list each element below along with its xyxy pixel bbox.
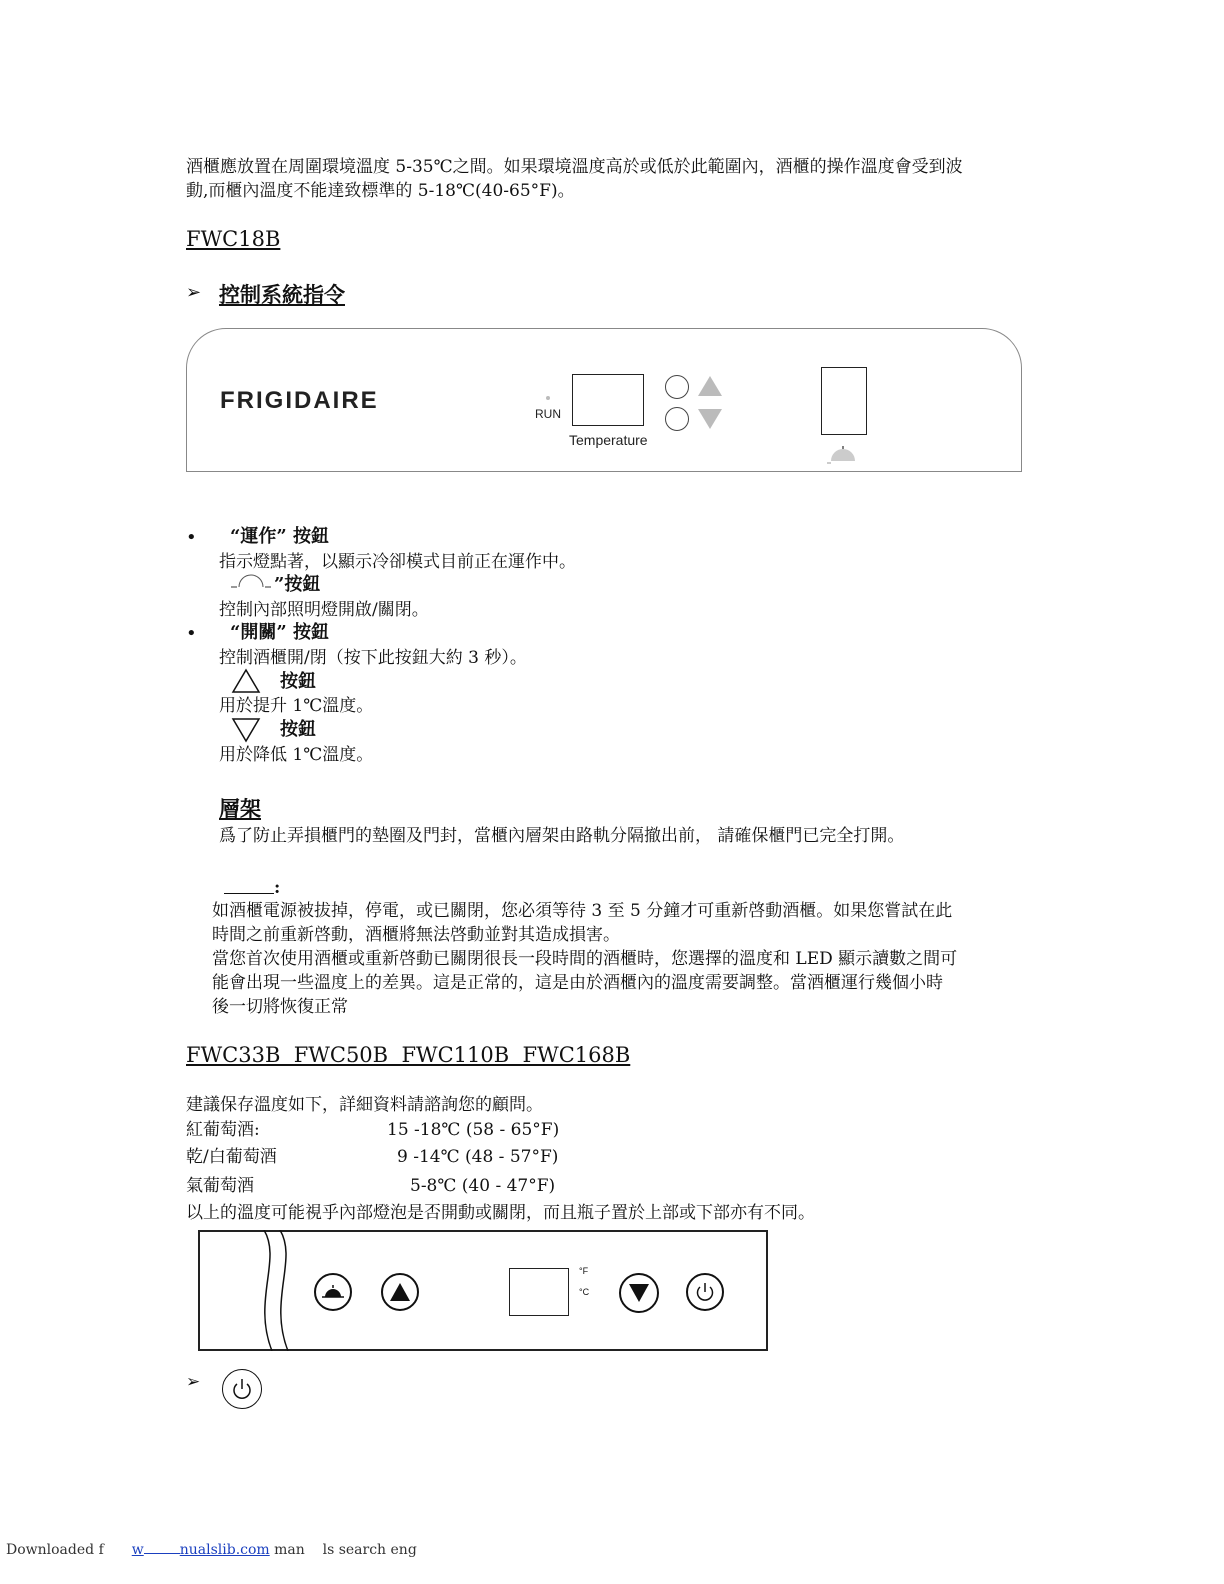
- arrow-bullet-icon: ➢: [186, 1372, 201, 1392]
- up-button[interactable]: [381, 1273, 419, 1311]
- power-icon: [694, 1281, 716, 1303]
- footer-text: [6, 1542, 417, 1558]
- note-line-5: 後一切將恢復正常: [212, 997, 348, 1017]
- model-heading-group: FWC33B FWC50B FWC110B FWC168B: [186, 1043, 631, 1067]
- shelf-desc: 爲了防止弄損櫃門的墊圈及門封，當櫃內層架由路軌分隔撤出前， 請確保櫃門已完全打開。: [219, 826, 905, 846]
- control-panel-fwc18b: [186, 328, 1022, 472]
- power-button-illustration: [222, 1369, 262, 1409]
- wine-type-sparkling: 氣葡萄酒: [186, 1176, 254, 1196]
- footer-link-w[interactable]: w: [131, 1542, 144, 1558]
- note-underline: [224, 893, 274, 894]
- down-button[interactable]: [619, 1273, 659, 1313]
- temperature-display: [509, 1268, 569, 1316]
- light-icon[interactable]: [825, 443, 861, 465]
- power-icon: [230, 1377, 254, 1401]
- triangle-up-icon[interactable]: [696, 374, 724, 398]
- footer-suffix: man ls search eng: [269, 1542, 417, 1558]
- light-icon: [321, 1284, 345, 1300]
- section-title-controls: 控制系統指令: [219, 282, 345, 307]
- note-colon: :: [274, 878, 281, 898]
- note-line-4: 能會出現一些溫度上的差異。這是正常的，這是由於酒櫃內的溫度需要調整。當酒櫃運行幾個小時: [212, 973, 943, 993]
- run-button-title: “運作” 按鈕: [230, 526, 329, 547]
- storage-intro: 建議保存溫度如下，詳細資料請諮詢您的顧問。: [186, 1095, 543, 1115]
- power-button-desc: 控制酒櫃開/閉（按下此按鈕大約 3 秒）。: [219, 648, 527, 668]
- unit-c-label: °C: [579, 1287, 590, 1297]
- down-button-desc: 用於降低 1℃溫度。: [219, 745, 374, 765]
- triangle-down-outline-icon: [231, 717, 261, 743]
- run-button-desc: 指示燈點著，以顯示冷卻模式目前正在運作中。: [219, 552, 576, 572]
- wine-temp-white: 9 -14℃ (48 - 57°F): [397, 1147, 559, 1167]
- power-switch-box[interactable]: [821, 367, 867, 435]
- run-label: RUN: [535, 407, 561, 421]
- up-button-title: 按鈕: [280, 671, 316, 692]
- bullet-icon: •: [186, 527, 197, 548]
- bullet-icon: •: [186, 623, 197, 644]
- down-button-title: 按鈕: [280, 719, 316, 740]
- unit-f-label: °F: [579, 1266, 589, 1276]
- triangle-up-icon: [389, 1282, 411, 1302]
- note-line-3: 當您首次使用酒櫃或重新啓動已關閉很長一段時間的酒櫃時，您選擇的溫度和 LED 顯示讀數之間可: [212, 949, 958, 969]
- footer-prefix: Downloaded f: [6, 1542, 104, 1558]
- light-button[interactable]: [314, 1273, 352, 1311]
- temperature-label: Temperature: [569, 432, 648, 448]
- brand-logo: FRIGIDAIRE: [220, 387, 379, 414]
- wine-type-white: 乾/白葡萄酒: [186, 1147, 277, 1167]
- wine-type-red: 紅葡萄酒:: [186, 1120, 260, 1140]
- power-button[interactable]: [686, 1273, 724, 1311]
- panel-wave-divider: [260, 1230, 290, 1351]
- triangle-up-outline-icon: [231, 668, 261, 694]
- light-button-icon: [229, 570, 273, 590]
- wine-temp-sparkling: 5-8℃ (40 - 47°F): [410, 1176, 556, 1196]
- footer-link-site[interactable]: nualslib.com: [179, 1542, 270, 1558]
- model-heading-fwc18b: FWC18B: [186, 227, 281, 251]
- up-button-circle[interactable]: [665, 375, 689, 399]
- intro-line-1: 酒櫃應放置在周圍環境溫度 5-35℃之間。如果環境溫度高於或低於此範圍內，酒櫃的操作溫度會受到波: [186, 157, 963, 177]
- note-line-1: 如酒櫃電源被拔掉，停電，或已關閉，您必須等待 3 至 5 分鐘才可重新啓動酒櫃。如果您嘗試在此: [212, 901, 953, 921]
- shelf-title: 層架: [219, 796, 261, 821]
- wine-temp-red: 15 -18℃ (58 - 65°F): [387, 1120, 560, 1140]
- light-button-title: ”按鈕: [274, 574, 321, 595]
- storage-note: 以上的溫度可能視乎內部燈泡是否開動或關閉，而且瓶子置於上部或下部亦有不同。: [186, 1203, 815, 1223]
- run-indicator-led: [546, 396, 550, 400]
- control-panel-multi-model: [198, 1230, 768, 1351]
- arrow-bullet-icon: ➢: [186, 282, 202, 303]
- down-button-circle[interactable]: [665, 407, 689, 431]
- intro-line-2: 動,而櫃內溫度不能達致標準的 5-18℃(40-65°F)。: [186, 181, 575, 201]
- up-button-desc: 用於提升 1℃溫度。: [219, 696, 374, 716]
- note-line-2: 時間之前重新啓動，酒櫃將無法啓動並對其造成損害。: [212, 925, 620, 945]
- power-button-title: “開關” 按鈕: [230, 622, 329, 643]
- triangle-down-icon[interactable]: [696, 407, 724, 431]
- temperature-display: [572, 374, 644, 426]
- light-button-desc: 控制內部照明燈開啟/關閉。: [219, 600, 429, 620]
- triangle-down-icon: [628, 1283, 650, 1303]
